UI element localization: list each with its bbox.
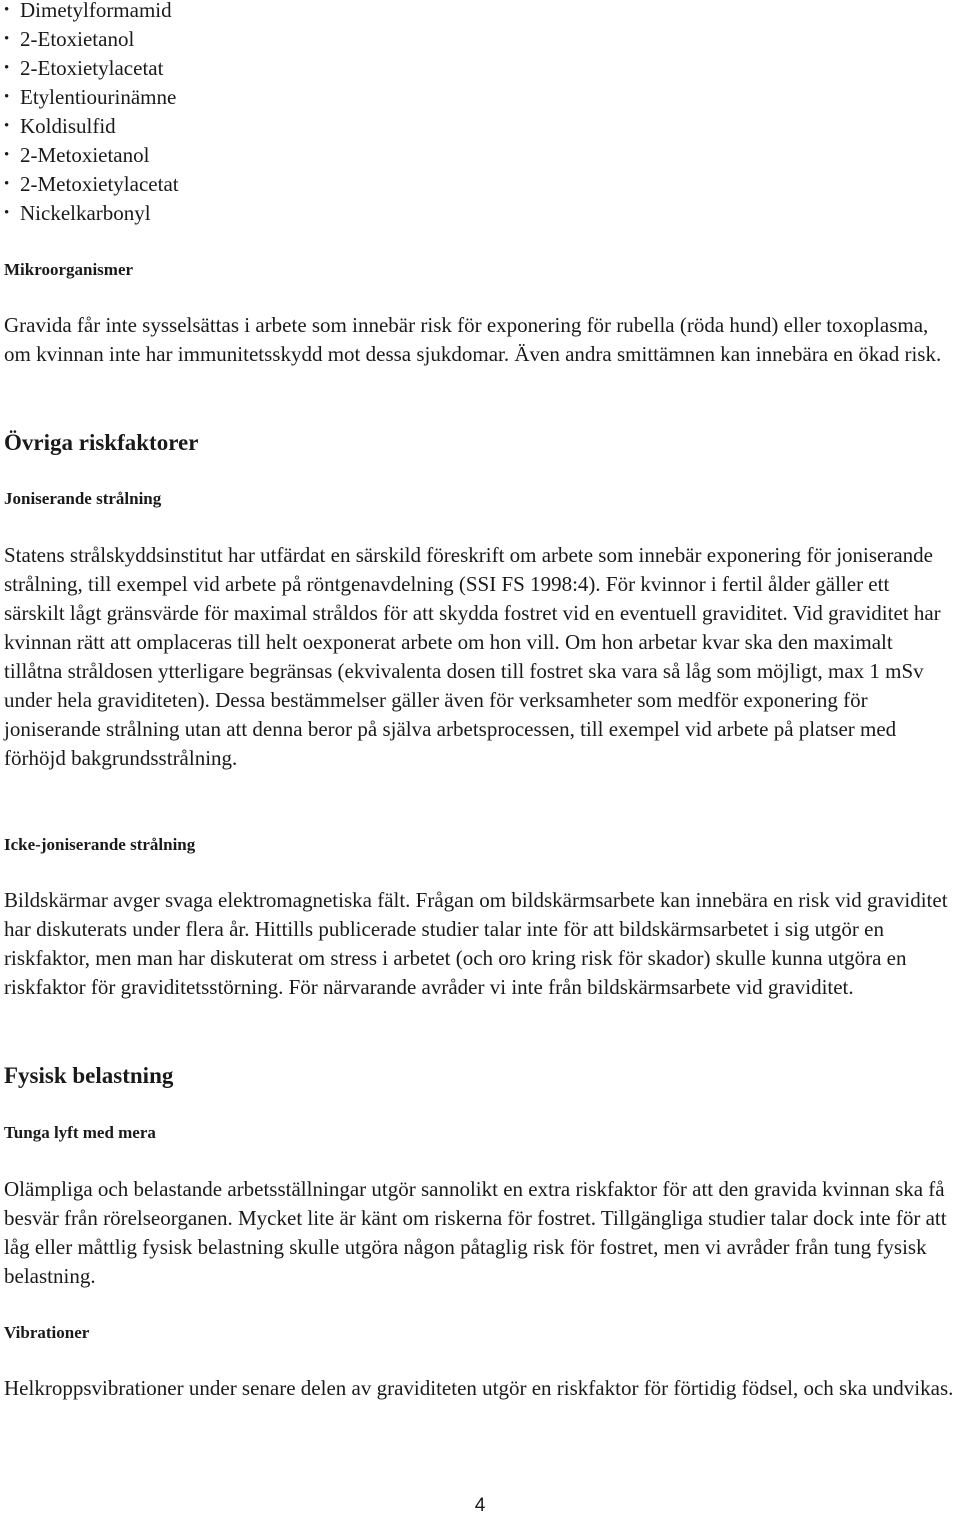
bullet-icon: •	[4, 176, 10, 192]
fysisk-belastning-heading: Fysisk belastning	[4, 1063, 174, 1088]
bullet-icon: •	[4, 60, 10, 76]
mikroorganismer-heading: Mikroorganismer	[4, 260, 134, 279]
list-item: • Dimetylformamid	[4, 0, 954, 25]
bullet-icon: •	[4, 2, 10, 18]
joniserande-stralning-paragraph: Statens strålskyddsinstitut har utfärdat en särskild föreskrift om arbete som innebär exponering för joniserande strålning, till exempel vid arbete på röntgenavdelning (SSI FS 1998:4). För kvinnor i fertil ålder gäller ett särskilt lågt gränsvärde för maximal stråldos för att skydda fostret vid en eventuell graviditet. Vid graviditet har kvinnan rätt att omplaceras till helt oexponerat arbete om hon vill. Om hon arbetar kvar ska den maximalt tillåtna stråldosen ytterligare begränsas (ekvivalenta dosen till fostret ska vara så låg som möjligt, max 1 mSv under hela graviditeten). Dessa bestämmelser gäller även för verksamheter som medför exponering för joniserande strålning utan att denna beror på själva arbetsprocessen, till exempel vid arbete på platser med förhöjd bakgrundsstrålning.	[4, 543, 941, 770]
bullet-icon: •	[4, 205, 10, 221]
page-number: 4	[474, 1495, 486, 1516]
list-item: • 2-Etoxietanol	[4, 25, 954, 54]
chemical-list	[4, 0, 954, 228]
bullet-icon: •	[4, 147, 10, 163]
joniserande-stralning-heading: Joniserande strålning	[4, 489, 162, 508]
list-item: • Koldisulfid	[4, 112, 954, 141]
bullet-icon: •	[4, 118, 10, 134]
list-item: • 2-Metoxietanol	[4, 141, 954, 170]
bullet-icon: •	[4, 89, 10, 105]
bullet-icon: •	[4, 31, 10, 47]
list-item: • 2-Metoxietylacetat	[4, 170, 954, 199]
tunga-lyft-paragraph: Olämpliga och belastande arbetsställningar utgör sannolikt en extra riskfaktor för att den gravida kvinnan ska få besvär från rörelseorganen. Mycket lite är känt om riskerna för fostret. Tillgängliga studier talar dock inte för att låg eller måttlig fysisk belastning skulle utgöra någon påtaglig risk för fostret, men vi avråder från tung fysisk belastning.	[4, 1177, 947, 1288]
tunga-lyft-heading: Tunga lyft med mera	[4, 1123, 156, 1142]
ovriga-riskfaktorer-heading: Övriga riskfaktorer	[4, 430, 199, 455]
list-item: • Nickelkarbonyl	[4, 199, 954, 228]
list-item: • Etylentiourinämne	[4, 83, 954, 112]
icke-joniserande-stralning-heading: Icke-joniserande strålning	[4, 835, 196, 854]
icke-joniserande-stralning-paragraph: Bildskärmar avger svaga elektromagnetiska fält. Frågan om bildskärmsarbete kan innebära en risk vid graviditet har diskuterats under flera år. Hittills publicerade studier talar inte för att bildskärmsarbetet i sig utgör en riskfaktor, men man har diskuterat om stress i arbetet (och oro kring risk för skador) skulle kunna utgöra en riskfaktor för graviditetsstörning. För närvarande avråder vi inte från bildskärmsarbete vid graviditet.	[4, 888, 948, 999]
vibrationer-heading: Vibrationer	[4, 1323, 90, 1342]
mikroorganismer-paragraph: Gravida får inte sysselsättas i arbete som innebär risk för exponering för rubella (röda hund) eller toxoplasma, om kvinnan inte har immunitetsskydd mot dessa sjukdomar. Även andra smittämnen kan innebära en ökad risk.	[4, 313, 942, 366]
vibrationer-paragraph: Helkroppsvibrationer under senare delen av graviditeten utgör en riskfaktor för förtidig födsel, och ska undvikas.	[4, 1376, 954, 1400]
list-item: • 2-Etoxietylacetat	[4, 54, 954, 83]
